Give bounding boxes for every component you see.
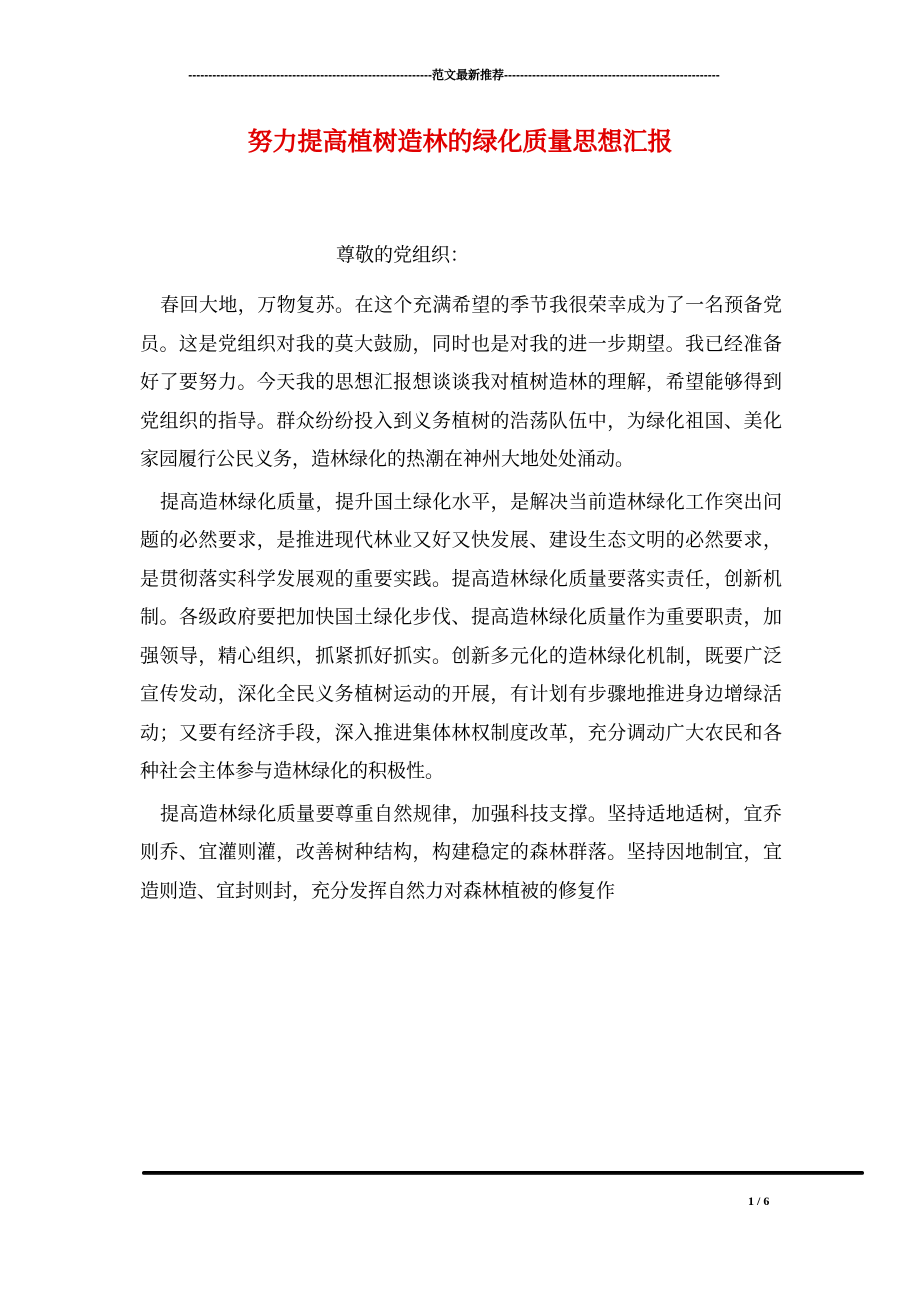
page-number: 1 / 6 [748,1194,770,1208]
paragraph: 春回大地，万物复苏。在这个充满希望的季节我很荣幸成为了一名预备党员。这是党组织对我的莫大鼓励，同时也是对我的进一步期望。我已经准备好了要努力。今天我的思想汇报想谈谈我对植树造林的理解，希望能够得到党组织的指导。群众纷纷投入到义务植树的浩荡队伍中，为绿化祖国、美化家园履行公民义务，造林绿化的热潮在神州大地处处涌动。 [140,294,782,470]
header-banner: -------------------------------------------------------------范文最新推荐------------------------------------------------------ [188,68,720,82]
document-title: 努力提高植树造林的绿化质量思想汇报 [247,127,673,156]
document-body [140,286,782,914]
paragraph: 提高造林绿化质量，提升国土绿化水平，是解决当前造林绿化工作突出问题的必然要求，是推进现代林业又好又快发展、建设生态文明的必然要求，是贯彻落实科学发展观的重要实践。提高造林绿化质量要落实责任，创新机制。各级政府要把加快国土绿化步伐、提高造林绿化质量作为重要职责，加强领导，精心组织，抓紧抓好抓实。创新多元化的造林绿化机制，既要广泛宣传发动，深化全民义务植树运动的开展，有计划有步骤地推进身边增绿活动；又要有经济手段，深入推进集体林权制度改革，充分调动广大农民和各种社会主体参与造林绿化的积极性。 [140,490,782,782]
salutation: 尊敬的党组织： [336,244,470,266]
paragraph: 提高造林绿化质量要尊重自然规律，加强科技支撑。坚持适地适树，宜乔则乔、宜灌则灌，改善树种结构，构建稳定的森林群落。坚持因地制宜，宜造则造、宜封则封，充分发挥自然力对森林植被的修复作 [140,802,782,902]
footer-divider [142,1171,864,1175]
